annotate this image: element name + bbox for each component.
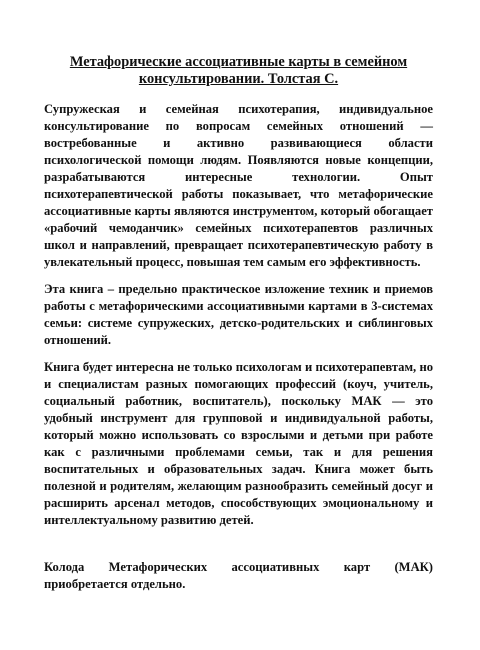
paragraph-audience: Книга будет интересна не только психологам и психотерапевтам, но и специалистам разных помогающих профессий (коуч, учитель, социальный работник, воспитатель), поскольку МАК — это удобный инструмент для групповой и индивидуальной работы, который можно использовать со взрослыми и детьми при работе как с различными проблемами семьи, так и для решения воспитательных и образовательных задач. Книга может быть полезной и родителям, желающим разнообразить семейный досуг и расширить арсенал методов, способствующих эмоциональному и интеллектуальному развитию детей. <box>44 360 433 527</box>
document-title: Метафорические ассоциативные карты в семейном консультировании. Толстая С. <box>69 54 408 87</box>
paragraph-deck-note: Колода Метафорических ассоциативных карт (МАК) приобретается отдельно. <box>44 560 433 591</box>
paragraph-book-summary: Эта книга – предельно практическое изложение техник и приемов работы с метафорическими ассоциативными картами в 3-системах семьи: системе супружеских, детско-родительских и сиблинговых отношений. <box>44 282 433 347</box>
paragraph-intro: Супружеская и семейная психотерапия, индивидуальное консультирование по вопросам семейных отношений — востребованные и активно развивающиеся области психологической помощи людям. Появляются новые концепции, разрабатываются интересные технологии. Опыт психотерапевтической работы показывает, что метафорические ассоциативные карты являются инструментом, который обогащает «рабочий чемоданчик» семейных психотерапевтов различных школ и направлений, превращает психотерапевтическую работу в увлекательный процесс, повышая тем самым его эффективность. <box>44 102 433 269</box>
